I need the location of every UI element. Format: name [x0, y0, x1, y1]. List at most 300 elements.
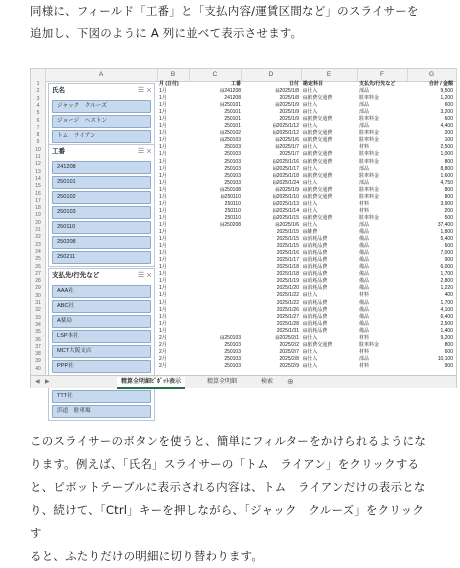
row-number[interactable]: 39 [35, 358, 41, 365]
pivot-row[interactable] [157, 335, 456, 341]
pivot-cell-date[interactable]: ⊟2025/1/9 [275, 102, 299, 109]
row-number[interactable]: 1 [36, 81, 40, 87]
pivot-cell-amount[interactable]: 900 [444, 257, 453, 264]
pivot-cell-month[interactable]: 1月 [159, 320, 167, 327]
pivot-cell-date[interactable]: ⊟2025/1/13 [272, 200, 299, 207]
pivot-row[interactable] [157, 229, 456, 235]
pivot-cell-account[interactable]: ⊟仕入 [303, 109, 318, 116]
pivot-row[interactable] [157, 109, 456, 115]
row-number[interactable]: 22 [35, 234, 41, 241]
pivot-cell-payee[interactable]: 部品 [359, 109, 370, 116]
pivot-row[interactable] [157, 102, 456, 108]
pivot-cell-account[interactable]: ⊟消耗品費 [303, 250, 328, 257]
pivot-cell-account[interactable]: ⊟仕入 [303, 144, 318, 151]
pivot-cell-amount[interactable]: 5,400 [440, 236, 453, 243]
pivot-cell-work-number[interactable]: ⊟250208 [220, 221, 241, 228]
pivot-cell-date[interactable]: 2025/1/16 [276, 250, 299, 257]
pivot-cell-date[interactable]: 2025/1/8 [279, 95, 299, 102]
pivot-cell-account[interactable]: ⊟仕入 [303, 334, 318, 341]
row-number[interactable]: 27 [35, 270, 41, 277]
slicer-button[interactable]: LSP本社 [52, 330, 151, 343]
pivot-cell-payee[interactable]: 部品 [359, 179, 370, 186]
pivot-row[interactable] [157, 215, 456, 221]
pivot-cell-amount[interactable]: 800 [444, 158, 453, 165]
row-number[interactable]: 20 [35, 219, 41, 226]
pivot-cell-amount[interactable]: 600 [444, 102, 453, 109]
pivot-cell-month[interactable]: 1月 [159, 102, 167, 109]
pivot-row[interactable] [157, 307, 456, 313]
slicer-button[interactable]: 250211 [52, 251, 151, 264]
pivot-cell-work-number[interactable]: 250103 [224, 165, 241, 172]
row-number[interactable]: 23 [35, 241, 41, 248]
pivot-cell-month[interactable]: 1月 [159, 285, 167, 292]
pivot-cell-date[interactable]: ⊟2025/1/17 [272, 165, 299, 172]
pivot-cell-date[interactable]: 2025/1/18 [276, 271, 299, 278]
column-header-b[interactable]: B [157, 69, 190, 81]
pivot-cell-amount[interactable]: 4,100 [440, 306, 453, 313]
pivot-cell-payee[interactable]: 備品 [359, 320, 370, 327]
row-number[interactable]: 35 [35, 329, 41, 336]
pivot-cell-month[interactable]: 1月 [159, 200, 167, 207]
row-number[interactable]: 10 [35, 146, 41, 153]
pivot-cell-payee[interactable]: 備品 [359, 285, 370, 292]
column-header-c[interactable]: C [189, 69, 242, 81]
pivot-cell-month[interactable]: 1月 [159, 313, 167, 320]
row-number[interactable]: 6 [36, 117, 40, 124]
pivot-cell-payee[interactable]: 備品 [359, 264, 370, 271]
pivot-cell-amount[interactable]: 10,100 [437, 355, 453, 362]
pivot-cell-payee[interactable]: 部品 [359, 102, 370, 109]
pivot-row[interactable] [157, 243, 456, 249]
slicer-button[interactable]: A薬局 [52, 315, 151, 328]
pivot-header-amount[interactable]: 合計 / 金額 [428, 81, 453, 87]
pivot-cell-amount[interactable]: 1,600 [440, 172, 453, 179]
pivot-cell-amount[interactable]: 1,220 [440, 285, 453, 292]
row-number[interactable]: 36 [35, 336, 41, 343]
pivot-cell-month[interactable]: 1月 [159, 172, 167, 179]
pivot-cell-account[interactable]: ⊟消耗品費 [303, 278, 328, 285]
pivot-cell-payee[interactable]: 備品 [359, 243, 370, 250]
pivot-cell-month[interactable]: 1月 [159, 257, 167, 264]
pivot-cell-work-number[interactable]: 250103 [224, 179, 241, 186]
pivot-cell-month[interactable]: 1月 [159, 151, 167, 158]
pivot-cell-date[interactable]: 2025/1/26 [276, 306, 299, 313]
pivot-cell-payee[interactable]: 駐車料金 [359, 341, 380, 348]
pivot-row[interactable] [157, 201, 456, 207]
pivot-table[interactable] [157, 81, 456, 375]
row-number[interactable]: 25 [35, 256, 41, 263]
pivot-cell-account[interactable]: ⊟旅費交通費 [303, 151, 333, 158]
pivot-cell-work-number[interactable]: ⊟250103 [220, 334, 241, 341]
pivot-row[interactable] [157, 285, 456, 291]
pivot-cell-amount[interactable]: 8,800 [440, 165, 453, 172]
pivot-cell-month[interactable]: 2月 [159, 341, 167, 348]
pivot-cell-work-number[interactable]: 250103 [224, 151, 241, 158]
pivot-cell-account[interactable]: ⊟旅費交通費 [303, 116, 333, 123]
pivot-cell-payee[interactable]: 材料 [359, 334, 370, 341]
pivot-cell-month[interactable]: 1月 [159, 109, 167, 116]
row-number[interactable]: 4 [36, 102, 40, 109]
column-header-f[interactable]: F [357, 69, 408, 81]
pivot-cell-payee[interactable]: 材料 [359, 362, 370, 369]
pivot-row[interactable] [157, 321, 456, 327]
pivot-cell-account[interactable]: ⊟仕入 [303, 123, 318, 130]
row-number[interactable]: 5 [36, 110, 40, 117]
pivot-cell-month[interactable]: 1月 [159, 271, 167, 278]
pivot-cell-month[interactable]: 1月 [159, 264, 167, 271]
pivot-cell-amount[interactable]: 800 [444, 341, 453, 348]
pivot-cell-month[interactable]: 1月 [159, 158, 167, 165]
pivot-cell-payee[interactable]: 部品 [359, 355, 370, 362]
pivot-cell-payee[interactable]: 駐車料金 [359, 130, 380, 137]
tab-scroll-right-icon[interactable]: ▶ [45, 379, 50, 385]
pivot-cell-date[interactable]: 2025/1/27 [276, 313, 299, 320]
pivot-cell-account[interactable]: ⊟仕入 [303, 221, 318, 228]
pivot-cell-account[interactable]: ⊟消耗品費 [303, 320, 328, 327]
pivot-cell-work-number[interactable]: 250103 [224, 348, 241, 355]
pivot-cell-date[interactable]: 2025/1/18 [276, 264, 299, 271]
pivot-cell-account[interactable]: ⊟仕入 [303, 179, 318, 186]
pivot-header-date[interactable]: 日付 [288, 81, 299, 87]
pivot-cell-amount[interactable]: 1,700 [440, 271, 453, 278]
pivot-cell-payee[interactable]: 備品 [359, 278, 370, 285]
pivot-row[interactable] [157, 208, 456, 214]
slicer-button[interactable]: 250110 [52, 221, 151, 234]
pivot-cell-amount[interactable]: 600 [444, 116, 453, 123]
pivot-row[interactable] [157, 222, 456, 228]
pivot-cell-account[interactable]: ⊟旅費交通費 [303, 158, 333, 165]
multi-select-icon[interactable]: ☰ [137, 87, 145, 94]
pivot-cell-month[interactable]: 2月 [159, 348, 167, 355]
pivot-cell-account[interactable]: ⊟消耗品費 [303, 264, 328, 271]
clear-filter-icon[interactable]: ⨯ [146, 272, 152, 279]
pivot-cell-account[interactable]: ⊟雑費 [303, 229, 318, 235]
pivot-cell-work-number[interactable]: 250110 [224, 200, 241, 207]
pivot-cell-date[interactable]: ⊟2025/1/18 [272, 172, 299, 179]
pivot-cell-work-number[interactable]: 250110 [224, 207, 241, 214]
pivot-cell-amount[interactable]: 2,500 [440, 320, 453, 327]
slicer-button[interactable]: PPP社 [52, 360, 151, 373]
tab-scroll-left-icon[interactable]: ◀ [35, 379, 40, 385]
pivot-cell-work-number[interactable]: 250101 [224, 109, 241, 116]
pivot-cell-month[interactable]: 1月 [159, 243, 167, 250]
pivot-cell-date[interactable]: ⊟2025/2/1 [275, 334, 299, 341]
pivot-cell-date[interactable]: 2025/2/8 [279, 355, 299, 362]
multi-select-icon[interactable]: ☰ [137, 148, 145, 155]
row-number[interactable]: 3 [36, 95, 40, 102]
pivot-cell-payee[interactable]: 部品 [359, 165, 370, 172]
pivot-cell-date[interactable]: 2025/1/28 [276, 320, 299, 327]
row-number[interactable]: 38 [35, 351, 41, 358]
slicer-button[interactable]: 250208 [52, 236, 151, 249]
pivot-row[interactable] [157, 328, 456, 334]
slicer-button[interactable]: TTT社 [52, 390, 151, 403]
pivot-cell-month[interactable]: 1月 [159, 130, 167, 137]
pivot-cell-work-number[interactable]: ⊟250108 [220, 186, 241, 193]
pivot-cell-payee[interactable]: 駐車料金 [359, 193, 380, 200]
pivot-cell-work-number[interactable]: 241208 [224, 95, 241, 102]
pivot-cell-amount[interactable]: 37,400 [437, 221, 453, 228]
pivot-cell-account[interactable]: ⊟旅費交通費 [303, 186, 333, 193]
pivot-row[interactable] [157, 278, 456, 284]
pivot-row[interactable] [157, 342, 456, 348]
pivot-cell-work-number[interactable]: 250103 [224, 158, 241, 165]
row-number[interactable]: 18 [35, 205, 41, 212]
pivot-cell-date[interactable]: ⊟2025/1/10 [272, 193, 299, 200]
pivot-cell-date[interactable]: ⊟2025/1/14 [272, 207, 299, 214]
pivot-cell-date[interactable]: 2025/2/9 [279, 362, 299, 369]
pivot-cell-date[interactable]: 2025/1/7 [279, 151, 299, 158]
pivot-cell-amount[interactable]: 4,400 [440, 123, 453, 130]
pivot-cell-payee[interactable]: 部品 [359, 221, 370, 228]
pivot-cell-amount[interactable]: 100 [444, 137, 453, 144]
pivot-row[interactable] [157, 264, 456, 270]
pivot-cell-payee[interactable]: 備品 [359, 229, 370, 235]
pivot-cell-amount[interactable]: 3,200 [440, 109, 453, 116]
pivot-cell-amount[interactable]: 800 [444, 186, 453, 193]
row-number[interactable]: 31 [35, 300, 41, 306]
row-number[interactable]: 12 [35, 161, 41, 168]
pivot-cell-date[interactable]: 2025/1/15 [276, 236, 299, 243]
pivot-cell-account[interactable]: ⊟旅費交通費 [303, 341, 333, 348]
add-sheet-icon[interactable]: ⊕ [287, 377, 294, 386]
pivot-row[interactable] [157, 349, 456, 355]
pivot-row[interactable] [157, 166, 456, 172]
pivot-cell-date[interactable]: 2025/2/7 [279, 348, 299, 355]
pivot-row[interactable] [157, 137, 456, 143]
pivot-cell-payee[interactable]: 材料 [359, 292, 370, 299]
pivot-cell-amount[interactable]: 800 [444, 193, 453, 200]
row-number[interactable]: 24 [35, 248, 41, 255]
pivot-row[interactable] [157, 116, 456, 122]
pivot-cell-account[interactable]: ⊟消耗品費 [303, 271, 328, 278]
row-number[interactable]: 11 [35, 154, 41, 160]
pivot-cell-date[interactable]: ⊟2025/1/6 [275, 221, 299, 228]
column-header-d[interactable]: D [241, 69, 302, 81]
pivot-cell-payee[interactable]: 材料 [359, 348, 370, 355]
pivot-cell-account[interactable]: ⊟仕入 [303, 362, 318, 369]
pivot-cell-payee[interactable]: 駐車料金 [359, 151, 380, 158]
pivot-cell-date[interactable]: 2025/1/15 [276, 243, 299, 250]
row-number[interactable]: 26 [35, 263, 41, 270]
pivot-row[interactable] [157, 144, 456, 150]
pivot-cell-account[interactable]: ⊟消耗品費 [303, 327, 328, 334]
pivot-row[interactable] [157, 123, 456, 129]
row-number[interactable]: 19 [35, 212, 41, 219]
pivot-cell-work-number[interactable]: ⊟250102 [220, 130, 241, 137]
pivot-cell-month[interactable]: 1月 [159, 144, 167, 151]
pivot-cell-month[interactable]: 1月 [159, 123, 167, 130]
pivot-row[interactable] [157, 130, 456, 136]
pivot-cell-account[interactable]: ⊟旅費交通費 [303, 130, 333, 137]
pivot-row[interactable] [157, 271, 456, 277]
pivot-cell-work-number[interactable]: 250103 [224, 362, 241, 369]
pivot-cell-date[interactable]: 2025/1/22 [276, 299, 299, 306]
pivot-cell-date[interactable]: ⊟2025/1/7 [275, 144, 299, 151]
pivot-cell-month[interactable]: 1月 [159, 137, 167, 144]
pivot-cell-work-number[interactable]: 250101 [224, 123, 241, 130]
pivot-cell-account[interactable]: ⊟消耗品費 [303, 306, 328, 313]
pivot-row[interactable] [157, 95, 456, 101]
pivot-cell-month[interactable]: 1月 [159, 165, 167, 172]
slicer-button[interactable]: 241208 [52, 161, 151, 174]
slicer-button[interactable]: トム ライアン [52, 130, 151, 143]
slicer-button[interactable]: 250101 [52, 176, 151, 189]
slicer-button[interactable]: AAA社 [52, 285, 151, 298]
pivot-cell-month[interactable]: 1月 [159, 229, 167, 235]
pivot-cell-payee[interactable]: 備品 [359, 313, 370, 320]
pivot-cell-amount[interactable]: 9,200 [440, 334, 453, 341]
slicer-button[interactable]: ジャック クルーズ [52, 100, 151, 113]
sheet-tab-pivot[interactable]: 精算全明細ﾋﾟﾎﾞｯﾄ表示 [117, 377, 185, 389]
row-number[interactable]: 9 [36, 139, 40, 146]
row-number[interactable]: 34 [35, 321, 41, 328]
pivot-row[interactable] [157, 250, 456, 256]
pivot-row[interactable] [157, 314, 456, 320]
pivot-cell-month[interactable]: 1月 [159, 236, 167, 243]
pivot-row[interactable] [157, 194, 456, 200]
pivot-cell-work-number[interactable]: 250103 [224, 144, 241, 151]
pivot-cell-payee[interactable]: 材料 [359, 144, 370, 151]
pivot-cell-account[interactable]: ⊟仕入 [303, 207, 318, 214]
row-number[interactable]: 16 [35, 190, 41, 197]
pivot-cell-amount[interactable]: 9,500 [440, 88, 453, 94]
pivot-cell-payee[interactable]: 駐車料金 [359, 172, 380, 179]
pivot-row[interactable] [157, 173, 456, 179]
pivot-cell-month[interactable]: 1月 [159, 278, 167, 285]
pivot-header-month[interactable]: 月 (日付) [159, 81, 179, 87]
pivot-cell-amount[interactable]: 600 [444, 348, 453, 355]
pivot-cell-date[interactable]: 2025/1/22 [276, 292, 299, 299]
pivot-cell-month[interactable]: 1月 [159, 327, 167, 334]
pivot-cell-date[interactable]: 2025/1/9 [279, 109, 299, 116]
pivot-cell-payee[interactable]: 駐車料金 [359, 137, 380, 144]
pivot-cell-work-number[interactable]: 250101 [224, 116, 241, 123]
pivot-cell-month[interactable]: 2月 [159, 355, 167, 362]
slicer-button[interactable]: 250102 [52, 191, 151, 204]
pivot-cell-account[interactable]: ⊟仕入 [303, 292, 318, 299]
pivot-cell-date[interactable]: ⊟2025/1/6 [275, 137, 299, 144]
column-header-g[interactable]: G [407, 69, 457, 81]
pivot-cell-month[interactable]: 1月 [159, 250, 167, 257]
pivot-cell-amount[interactable]: 1,400 [440, 327, 453, 334]
pivot-row[interactable] [157, 236, 456, 242]
pivot-cell-month[interactable]: 1月 [159, 214, 167, 221]
pivot-cell-month[interactable]: 1月 [159, 207, 167, 214]
clear-filter-icon[interactable]: ⨯ [146, 148, 152, 155]
pivot-cell-payee[interactable]: 部品 [359, 123, 370, 130]
pivot-cell-payee[interactable]: 備品 [359, 271, 370, 278]
row-number[interactable]: 14 [35, 175, 41, 182]
pivot-cell-payee[interactable]: 備品 [359, 257, 370, 264]
pivot-cell-payee[interactable]: 部品 [359, 88, 370, 94]
pivot-row[interactable] [157, 159, 456, 165]
pivot-cell-amount[interactable]: 3,900 [440, 200, 453, 207]
pivot-cell-account[interactable]: ⊟消耗品費 [303, 236, 328, 243]
pivot-header-account[interactable]: 勘定科目 [303, 81, 324, 87]
select-all-corner[interactable] [31, 69, 46, 81]
pivot-cell-amount[interactable]: 2,800 [440, 278, 453, 285]
slicer-name[interactable] [48, 83, 155, 146]
pivot-cell-account[interactable]: ⊟旅費交通費 [303, 172, 333, 179]
pivot-cell-account[interactable]: ⊟旅費交通費 [303, 214, 333, 221]
pivot-cell-amount[interactable]: 1,700 [440, 299, 453, 306]
pivot-cell-payee[interactable]: 駐車料金 [359, 186, 380, 193]
pivot-cell-date[interactable]: 2025/1/9 [279, 116, 299, 123]
pivot-cell-date[interactable]: ⊟2025/1/24 [272, 179, 299, 186]
pivot-cell-payee[interactable]: 駐車料金 [359, 116, 380, 123]
pivot-row[interactable] [157, 300, 456, 306]
pivot-cell-amount[interactable]: 7,000 [440, 250, 453, 257]
pivot-cell-amount[interactable]: 600 [444, 243, 453, 250]
row-number[interactable]: 7 [36, 124, 40, 131]
pivot-cell-account[interactable]: ⊟消耗品費 [303, 257, 328, 264]
pivot-cell-amount[interactable]: 6,400 [440, 313, 453, 320]
pivot-cell-account[interactable]: ⊟旅費交通費 [303, 193, 333, 200]
row-number[interactable]: 40 [35, 365, 41, 372]
pivot-cell-amount[interactable]: 4,750 [440, 179, 453, 186]
row-number[interactable]: 32 [35, 307, 41, 314]
pivot-cell-date[interactable]: ⊟2025/1/16 [272, 158, 299, 165]
pivot-header-work-number[interactable]: 工番 [230, 81, 241, 87]
row-number[interactable]: 8 [36, 132, 40, 139]
pivot-cell-month[interactable]: 1月 [159, 179, 167, 186]
pivot-cell-work-number[interactable]: 250110 [224, 214, 241, 221]
pivot-cell-month[interactable]: 1月 [159, 193, 167, 200]
pivot-row[interactable] [157, 356, 456, 362]
pivot-cell-payee[interactable]: 備品 [359, 236, 370, 243]
pivot-cell-payee[interactable]: 備品 [359, 327, 370, 334]
pivot-cell-date[interactable]: ⊟2025/1/8 [275, 88, 299, 94]
slicer-payee[interactable] [48, 268, 155, 421]
pivot-cell-account[interactable]: ⊟仕入 [303, 348, 318, 355]
pivot-cell-payee[interactable]: 駐車料金 [359, 95, 380, 102]
pivot-cell-account[interactable]: ⊟仕入 [303, 165, 318, 172]
row-number[interactable]: 21 [35, 227, 41, 233]
pivot-cell-account[interactable]: ⊟仕入 [303, 88, 318, 94]
pivot-cell-work-number[interactable]: 250103 [224, 341, 241, 348]
row-number[interactable]: 13 [35, 168, 41, 175]
pivot-cell-account[interactable]: ⊟消耗品費 [303, 243, 328, 250]
pivot-cell-date[interactable]: 2025/1/19 [276, 278, 299, 285]
pivot-cell-account[interactable]: ⊟旅費交通費 [303, 95, 333, 102]
pivot-cell-date[interactable]: 2025/1/20 [276, 285, 299, 292]
slicer-button[interactable]: ABC社 [52, 300, 151, 313]
pivot-cell-month[interactable]: 1月 [159, 186, 167, 193]
pivot-cell-date[interactable]: ⊟2025/1/9 [275, 186, 299, 193]
pivot-cell-month[interactable]: 2月 [159, 362, 167, 369]
pivot-cell-month[interactable]: 1月 [159, 299, 167, 306]
pivot-cell-date[interactable]: ⊟2025/1/12 [272, 130, 299, 137]
pivot-cell-amount[interactable]: 400 [444, 292, 453, 299]
pivot-cell-payee[interactable]: 材料 [359, 207, 370, 214]
pivot-cell-month[interactable]: 2月 [159, 334, 167, 341]
row-number[interactable]: 2 [36, 88, 40, 95]
pivot-cell-amount[interactable]: 500 [444, 214, 453, 221]
pivot-cell-account[interactable]: ⊟仕入 [303, 102, 318, 109]
pivot-header-payee[interactable]: 支払先/行先など [359, 81, 396, 87]
pivot-cell-date[interactable]: 2025/1/31 [276, 327, 299, 334]
pivot-cell-work-number[interactable]: 250103 [224, 355, 241, 362]
pivot-cell-work-number[interactable]: ⊟250101 [220, 102, 241, 109]
pivot-cell-month[interactable]: 1月 [159, 221, 167, 228]
pivot-cell-payee[interactable]: 駐車料金 [359, 214, 380, 221]
row-number[interactable]: 17 [35, 197, 41, 204]
row-number[interactable]: 33 [35, 314, 41, 321]
pivot-row[interactable] [157, 88, 456, 94]
slicer-work-number[interactable] [48, 144, 155, 267]
pivot-cell-account[interactable]: ⊟消耗品費 [303, 285, 328, 292]
